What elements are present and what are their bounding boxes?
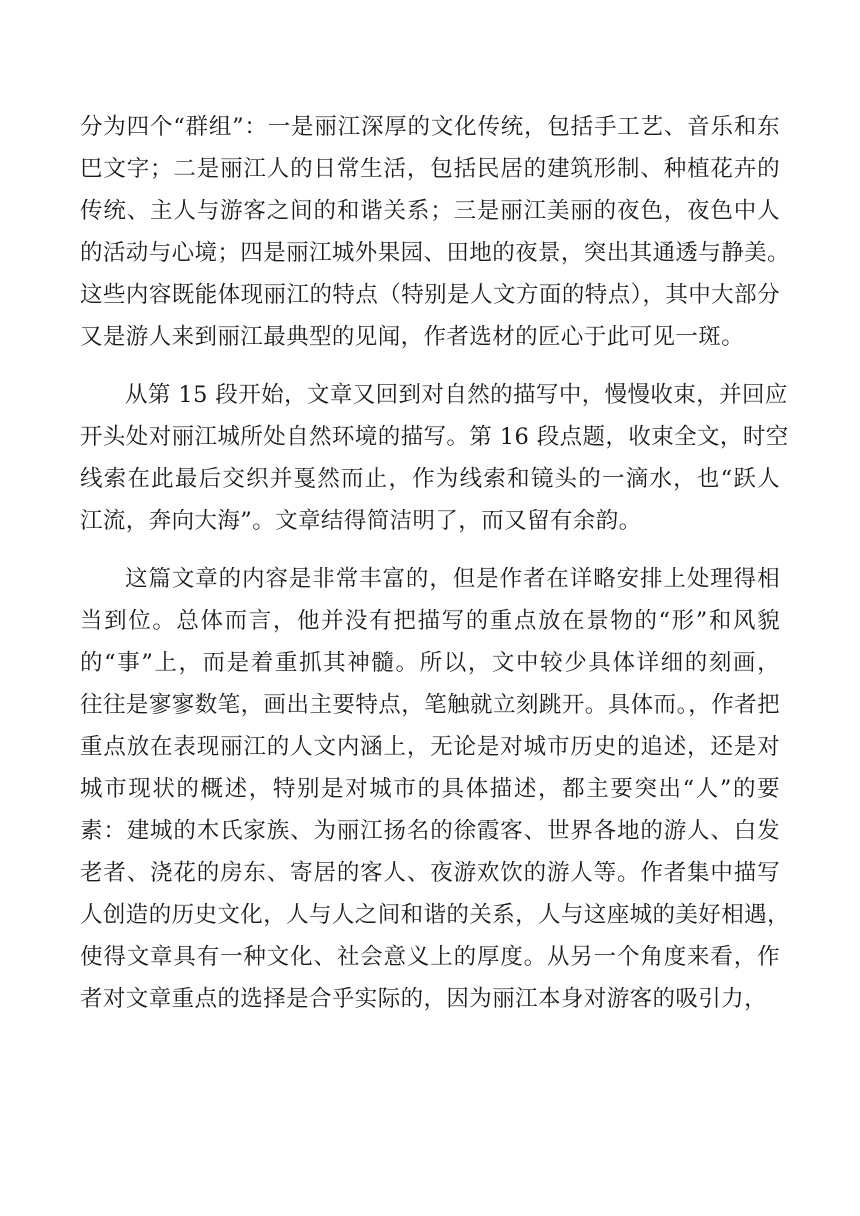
text-line: 素：建城的木氏家族、为丽江扬名的徐霞客、世界各地的游人、白发 [80,818,780,844]
text-line: 者对文章重点的选择是合乎实际的，因为丽江本身对游客的吸引力， [80,986,768,1012]
text-line: 这些内容既能体现丽江的特点（特别是人文方面的特点），其中大部分 [80,282,780,308]
text-line: 的“事”上，而是着重抓其神髓。所以，文中较少具体详细的刻画， [80,650,780,676]
text-line: 使得文章具有一种文化、社会意义上的厚度。从另一个角度来看，作 [80,944,780,970]
text-line: 线索在此最后交织并戛然而止，作为线索和镜头的一滴水，也“跃人 [80,466,780,492]
text-line: 老者、浇花的房东、寄居的客人、夜游欢饮的游人等。作者集中描写 [80,860,780,886]
text-line: 重点放在表现丽江的人文内涵上，无论是对城市历史的追述，还是对 [80,734,780,760]
text-line: 巴文字；二是丽江人的日常生活，包括民居的建筑形制、种植花卉的 [80,156,780,182]
text-line: 当到位。总体而言，他并没有把描写的重点放在景物的“形”和风貌 [80,608,780,634]
text-line: 分为四个“群组”：一是丽江深厚的文化传统，包括手工艺、音乐和东 [80,114,780,140]
text-line: 人创造的历史文化，人与人之间和谐的关系，人与这座城的美好相遇， [80,902,790,928]
paragraph-3 [80,558,790,1020]
text-line: 的活动与心境；四是丽江城外果园、田地的夜景，突出其通透与静美。 [80,240,790,266]
text-line: 传统、主人与游客之间的和谐关系；三是丽江美丽的夜色，夜色中人 [80,198,780,224]
text-line: 城市现状的概述，特别是对城市的具体描述，都主要突出“人”的要 [80,776,780,802]
text-line: 又是游人来到丽江最典型的见闻，作者选材的匠心于此可见一斑。 [80,324,745,350]
text-line: 往往是寥寥数笔，画出主要特点，笔触就立刻跳开。具体而。，作者把 [80,692,780,718]
text-line: 江流，奔向大海”。文章结得简洁明了，而又留有余韵。 [80,508,642,534]
document-page [80,106,790,1020]
text-line: 这篇文章的内容是非常丰富的，但是作者在详略安排上处理得相 [125,566,780,592]
text-line: 开头处对丽江城所处自然环境的描写。第 16 段点题，收束全文，时空 [80,424,789,450]
paragraph-1 [80,106,790,358]
paragraph-2 [80,374,789,542]
text-line: 从第 15 段开始，文章又回到对自然的描写中，慢慢收束，并回应 [125,382,788,408]
